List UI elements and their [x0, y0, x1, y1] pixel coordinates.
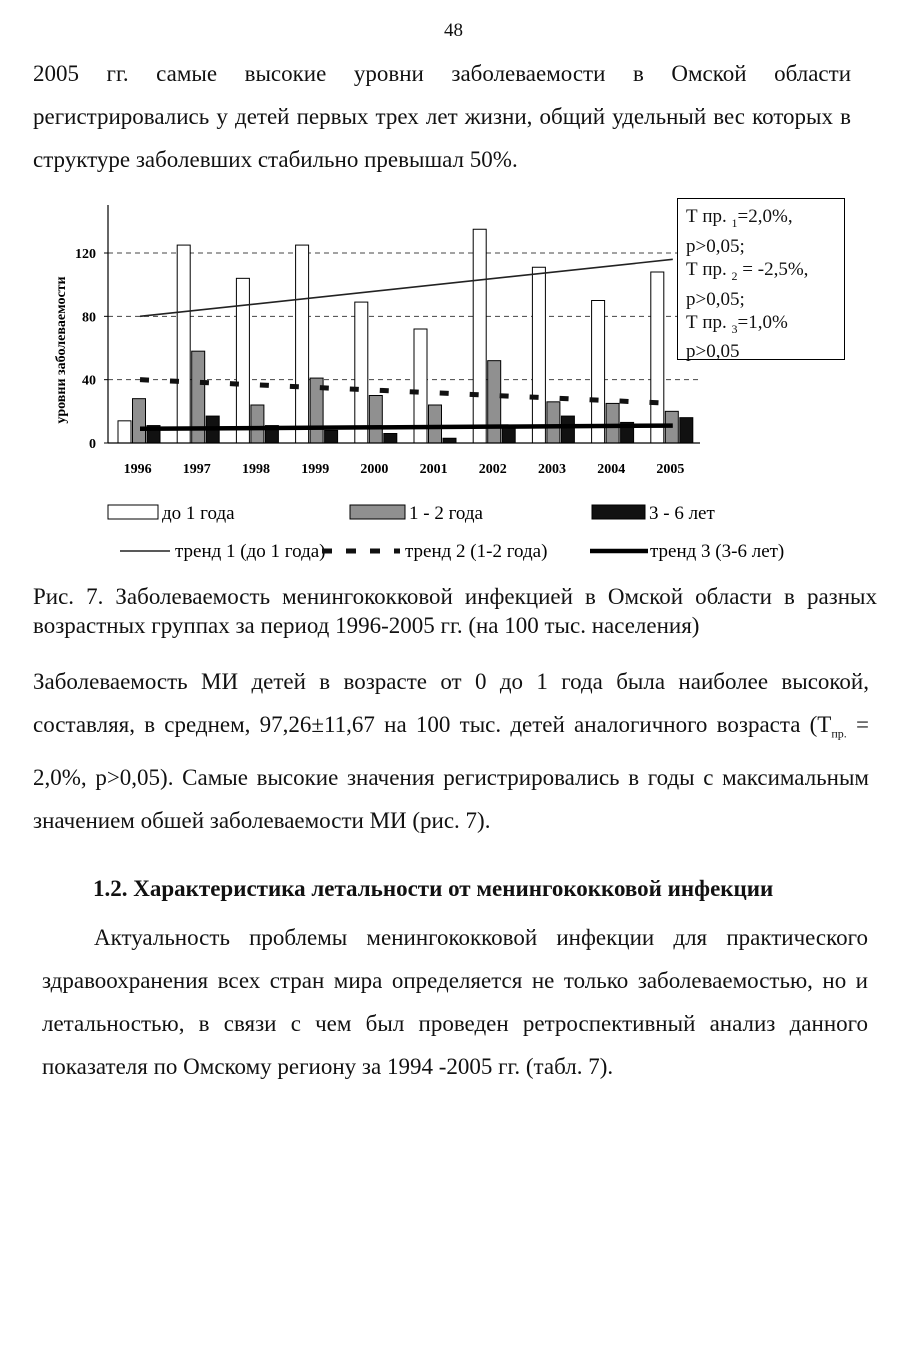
legend-swatch-2	[350, 505, 405, 519]
figure-caption: Рис. 7. Заболеваемость менингококковой инфекцией в Омской области в разных возрастных группах за период 1996-2005 гг. (на 100 тыс. населения)	[33, 584, 877, 638]
bar-2001-1	[429, 405, 442, 443]
bar-1996-0	[118, 421, 131, 443]
bar-2003-2	[561, 416, 574, 443]
bar-2000-1	[369, 396, 382, 444]
bar-2001-2	[443, 438, 456, 443]
bar-1998-1	[251, 405, 264, 443]
legend-swatch-1	[108, 505, 158, 519]
x-tick-label-1999: 1999	[301, 462, 330, 477]
paragraph-intro: 2005 гг. самые высокие уровни заболеваемости в Омской области регистрировались у детей первых трех лет жизни, общий удельный вес которых в структуре заболевших стабильно превышал 50%.	[33, 61, 851, 172]
y-tick-label-40: 40	[82, 373, 96, 389]
legend-trend-label-2: тренд 2 (1-2 года)	[405, 541, 548, 562]
trend-stat-2-p: р>0,05;	[686, 288, 745, 310]
legend-trend-label-3: тренд 3 (3-6 лет)	[650, 541, 785, 562]
x-tick-label-2004: 2004	[597, 462, 626, 477]
section-heading: 1.2. Характеристика летальности от менингококковой инфекции	[93, 876, 774, 901]
legend-label-2: 1 - 2 года	[409, 503, 483, 524]
bar-1999-2	[325, 430, 338, 443]
bar-2002-1	[488, 361, 501, 443]
bar-1997-0	[177, 245, 190, 443]
trend-line-3	[140, 426, 673, 429]
x-tick-label-1996: 1996	[123, 462, 152, 477]
trend-stat-1-p: р>0,05;	[686, 235, 745, 257]
y-tick-label-0: 0	[89, 437, 96, 452]
legend-label-3: 3 - 6 лет	[649, 503, 715, 524]
bar-2004-0	[592, 301, 605, 444]
chart-legend	[108, 503, 784, 562]
x-tick-label-2001: 2001	[419, 462, 448, 477]
bar-2003-1	[547, 402, 560, 443]
y-tick-label-120: 120	[75, 247, 96, 262]
y-tick-label-80: 80	[82, 310, 96, 326]
bar-2000-2	[384, 434, 397, 444]
bar-1998-0	[236, 278, 249, 443]
legend-label-1: до 1 года	[162, 503, 235, 524]
legend-swatch-3	[592, 505, 645, 519]
bar-2003-0	[532, 267, 545, 443]
paragraph-incidence: Заболеваемость МИ детей в возрасте от 0 до 1 года была наиболее высокой, составляя, в среднем, 97,26±11,67 на 100 тыс. детей аналогичного возраста ($Т_{пр.} = 2,0\%$, р>0,05). Самые высокие значения регистрировались в годы с максимальным значением обшей заболеваемости МИ (рис. 7).	[33, 669, 869, 833]
x-tick-label-2002: 2002	[478, 462, 507, 477]
trend-stat-3-p: р>0,05	[686, 341, 740, 363]
x-tick-label-2000: 2000	[360, 462, 389, 477]
paragraph-lethality: Актуальность проблемы менингококковой инфекции для практического здравоохранения всех стран мира определяется не только заболеваемостью, но и летальностью, в связи с чем был проведен ретроспективный анализ данного показателя по Омскому региону за 1994 -2005 гг. (табл. 7).	[42, 925, 868, 1079]
page-number: 48	[444, 20, 463, 41]
bar-2005-2	[680, 418, 693, 443]
trend-stats-box	[677, 198, 845, 363]
chart-bars	[118, 229, 693, 443]
bar-2005-0	[651, 272, 664, 443]
legend-trend-label-1: тренд 1 (до 1 года)	[175, 541, 326, 562]
bar-2004-1	[606, 403, 619, 443]
trend-stat-1: Т пр. $_1$=2,0%,	[686, 206, 793, 230]
x-tick-label-1997: 1997	[182, 462, 211, 477]
x-tick-label-2003: 2003	[538, 462, 566, 477]
bar-2002-0	[473, 229, 486, 443]
trend-stat-2: Т пр. $_2$ = -2,5%,	[686, 258, 809, 283]
bar-2000-0	[355, 302, 368, 443]
y-axis-label: уровни заболеваемости	[54, 276, 69, 424]
x-tick-label-2005: 2005	[656, 462, 685, 477]
trend-stat-3: Т пр. $_3$=1,0%	[686, 311, 788, 336]
bar-1996-1	[133, 399, 146, 443]
x-tick-label-1998: 1998	[242, 462, 270, 477]
bar-1999-0	[296, 245, 309, 443]
